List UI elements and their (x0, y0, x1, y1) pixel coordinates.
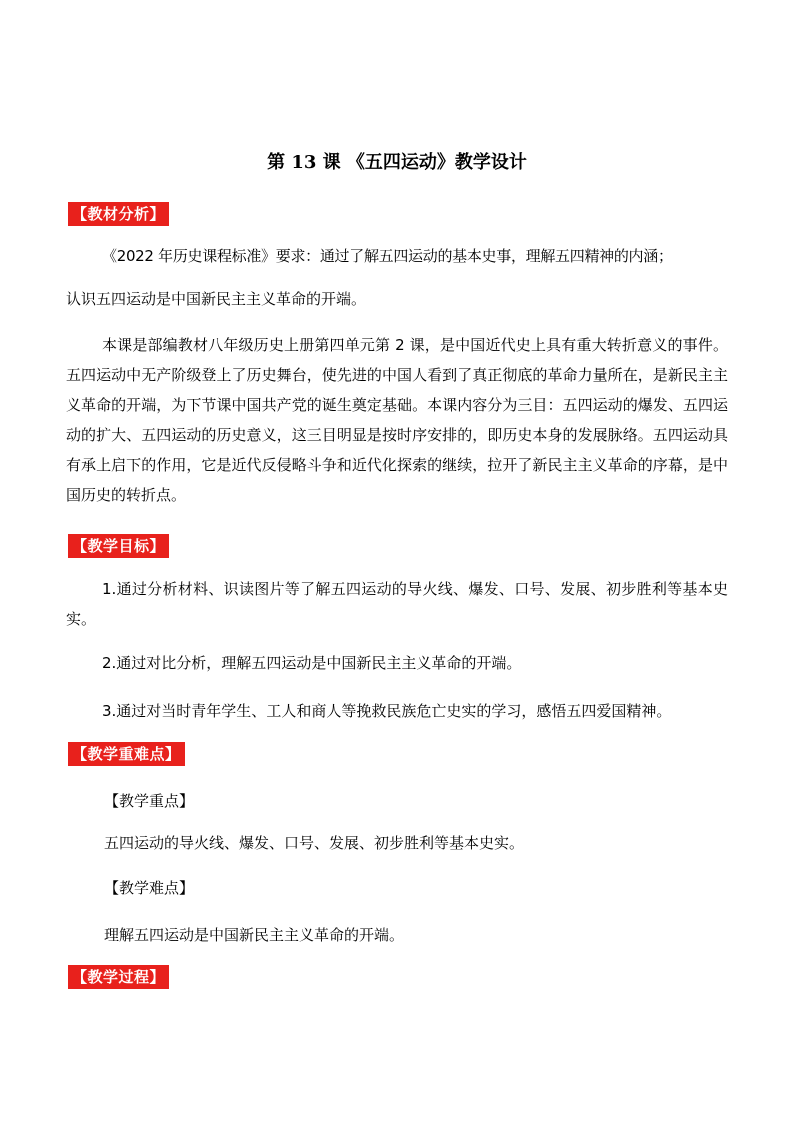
material-analysis-para1-line2: 认识五四运动是中国新民主主义革命的开端。 (66, 290, 367, 308)
material-analysis-para2: 本课是部编教材八年级历史上册第四单元第 2 课，是中国近代史上具有重大转折意义的事件。五四运动中无产阶级登上了历史舞台，使先进的中国人看到了真正彻底的革命力量所在，是新民主主义革命的开端，为下节课中国共产党的诞生奠定基础。本课内容分为三目：五四运动的爆发、五四运动的扩大、五四运动的历史意义，这三目明显是按时序安排的，即历史本身的发展脉络。五四运动具有承上启下的作用，它是近代反侵略斗争和近代化探索的继续，拉开了新民主主义革命的序幕，是中国历史的转折点。 (66, 336, 728, 504)
teaching-goal-item-1: 1.通过分析材料、识读图片等了解五四运动的导火线、爆发、口号、发展、初步胜利等基本史实。 (66, 580, 728, 628)
section-tag-material-analysis: 【教材分析】 (68, 202, 169, 226)
difficulty-text: 理解五四运动是中国新民主主义革命的开端。 (104, 926, 405, 944)
section-tag-process: 【教学过程】 (68, 965, 169, 989)
teaching-goal-item-3: 3.通过对当时青年学生、工人和商人等挽救民族危亡史实的学习，感悟五四爱国精神。 (102, 702, 672, 720)
page-title: 第 13 课 《五四运动》教学设计 (267, 152, 527, 173)
section-tag-teaching-goals: 【教学目标】 (68, 534, 169, 558)
section-tag-key-points: 【教学重难点】 (68, 742, 185, 766)
focus-text: 五四运动的导火线、爆发、口号、发展、初步胜利等基本史实。 (104, 834, 525, 852)
focus-subheading: 【教学重点】 (104, 792, 195, 810)
difficulty-subheading: 【教学难点】 (104, 879, 195, 897)
teaching-goal-item-2: 2.通过对比分析，理解五四运动是中国新民主主义革命的开端。 (102, 654, 522, 672)
material-analysis-para1-line1: 《2022 年历史课程标准》要求：通过了解五四运动的基本史事，理解五四精神的内涵； (102, 247, 673, 265)
